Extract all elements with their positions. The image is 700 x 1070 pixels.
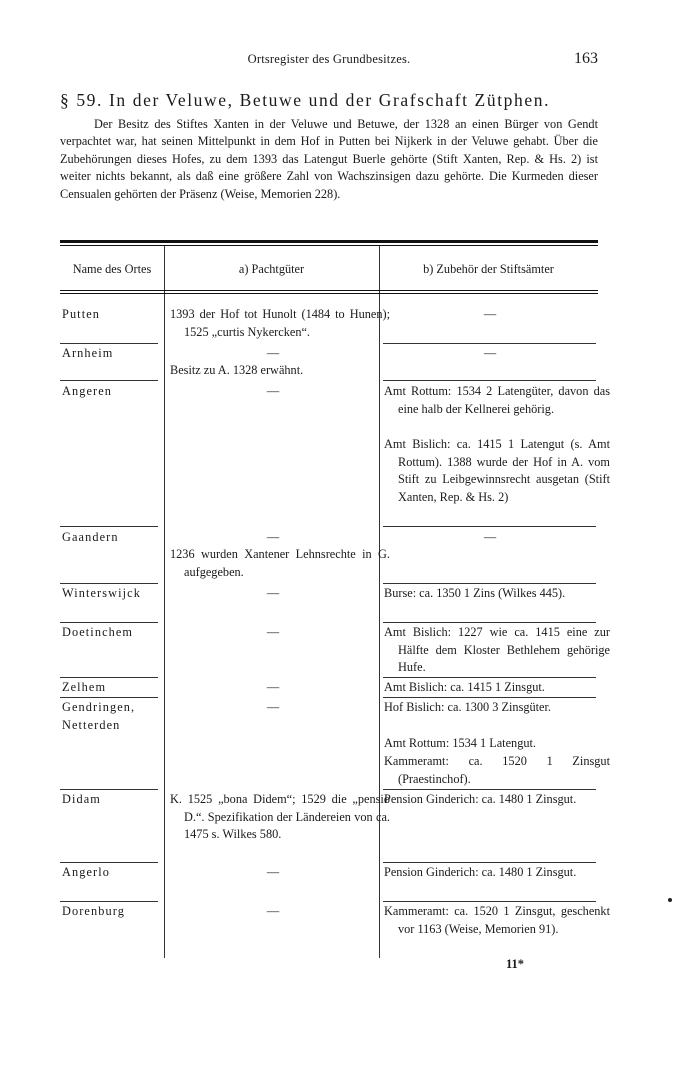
table-row-pacht: 1393 der Hof tot Hunolt (1484 to Hunen); 1525 „curtis Nykercken“. [170,307,390,339]
table-top-rule-thin [60,245,598,246]
table-row-pacht-note: Besitz zu A. 1328 erwähnt. [170,363,304,377]
section-paragraph: Der Besitz des Stiftes Xanten in der Veluwe und Betuwe, der 1328 an einen Bürger von Gendt verpachtet war, hat seinen Mittelpunkt in dem Hof in Putten bei Nijkerk in der Veluwe gehabt. Über die Zubehörungen dieses Hofes, zu dem 1393 das Latengut Buerle gehörte (Stift Xanten, Rep. & Hs. 2) ist weiter nichts bekannt, als daß eine größere Zahl von Wachszinsigen dazu gehörte. Die Kurmeden dieser Censualen gehörten der Präsenz (Weise, Memorien 228). [60,117,598,201]
table-row-zubehoer: Amt Rottum: 1534 2 Latengüter, davon das eine halb der Kellnerei gehörig. [384,384,610,416]
row-rule [60,677,158,678]
header-pacht: a) Pachtgüter [238,262,305,276]
table-row-zubehoer: Amt Bislich: ca. 1415 1 Zinsgut. [384,680,545,694]
signature-mark: 11* [506,957,525,971]
table-row-place: Gaandern [62,530,119,544]
table-row-place: Didam [62,792,101,806]
table-row-pacht: — [266,904,280,918]
table-row-place: Putten [62,307,101,321]
table-top-rule [60,240,598,243]
row-rule [60,526,158,527]
row-rule [383,380,596,381]
table-row-place: Winterswijck [62,586,141,600]
table-row-zubehoer: Amt Bislich: ca. 1415 1 Latengut (s. Amt Rottum). 1388 wurde der Hof in A. vom Stift zu Leibgewinnsrecht ausgetan (Stift Xanten, Rep. & Hs. 2) [384,437,610,504]
row-rule [383,901,596,902]
table-row-zubehoer: Pension Ginderich: ca. 1480 1 Zinsgut. [384,865,577,879]
running-title: Ortsregister des Grundbesitzes. [247,52,411,66]
stray-dot [668,898,672,902]
page-number: 163 [574,50,598,67]
table-row-zubehoer: — [483,307,497,321]
table-row-place: Angeren [62,384,113,398]
table-row-pacht: — [266,530,280,544]
table-row-place: Angerlo [62,865,110,879]
header-rule [60,290,598,291]
row-rule [383,677,596,678]
row-rule [383,583,596,584]
table-row-pacht: — [266,384,280,398]
table-row-pacht: — [266,586,280,600]
column-divider-2 [379,246,380,958]
row-rule [383,526,596,527]
table-row-place: Dorenburg [62,904,125,918]
row-rule [60,380,158,381]
column-divider-1 [164,246,165,958]
table-row-pacht: K. 1525 „bona Didem“; 1529 die „pensio D.“. Spezifikation der Ländereien von ca. 1475 s. Wilkes 580. [170,792,390,842]
header-rule-2 [60,293,598,294]
table-row-pacht: — [266,865,280,879]
table-row-zubehoer: Pension Ginderich: ca. 1480 1 Zinsgut. [384,792,577,806]
row-rule [383,343,596,344]
table-row-place: Arnheim [62,346,114,360]
table-row-zubehoer: Kammeramt: ca. 1520 1 Zinsgut, geschenkt vor 1163 (Weise, Memorien 91). [384,904,610,936]
table-row-pacht: — [266,680,280,694]
table-row-zubehoer: Hof Bislich: ca. 1300 3 Zinsgüter. [384,700,552,714]
table-row-zubehoer: Amt Rottum: 1534 1 Latengut. [384,736,536,750]
table-row-zubehoer: Kammeramt: ca. 1520 1 Zinsgut (Praestinchof). [384,754,610,786]
table-row-place: Doetinchem [62,625,134,639]
table-row-pacht: — [266,625,280,639]
row-rule [60,622,158,623]
row-rule [383,862,596,863]
table-row-pacht: — [266,346,280,360]
table-row-zubehoer: — [483,530,497,544]
header-place: Name des Ortes [72,262,152,276]
row-rule [60,901,158,902]
table-row-pacht-note: 1236 wurden Xantener Lehnsrechte in G. aufgegeben. [170,547,390,579]
row-rule [383,789,596,790]
row-rule [60,862,158,863]
row-rule [60,583,158,584]
table-row-place: Zelhem [62,680,107,694]
table-row-zubehoer: Burse: ca. 1350 1 Zins (Wilkes 445). [384,586,566,600]
row-rule [383,697,596,698]
table-row-zubehoer: Amt Bislich: 1227 wie ca. 1415 eine zur Hälfte dem Kloster Bethlehem gehörige Hufe. [384,625,610,675]
header-zubehoer: b) Zubehör der Stiftsämter [423,262,554,276]
running-head [60,50,598,70]
row-rule [60,697,158,698]
section-heading: § 59. In der Veluwe, Betuwe und der Grafschaft Zütphen. [60,90,551,110]
row-rule [60,789,158,790]
table-row-zubehoer: — [483,346,497,360]
row-rule [383,622,596,623]
table-row-place: Gendringen, Netterden [62,700,136,732]
row-rule [60,343,158,344]
table-row-pacht: — [266,700,280,714]
